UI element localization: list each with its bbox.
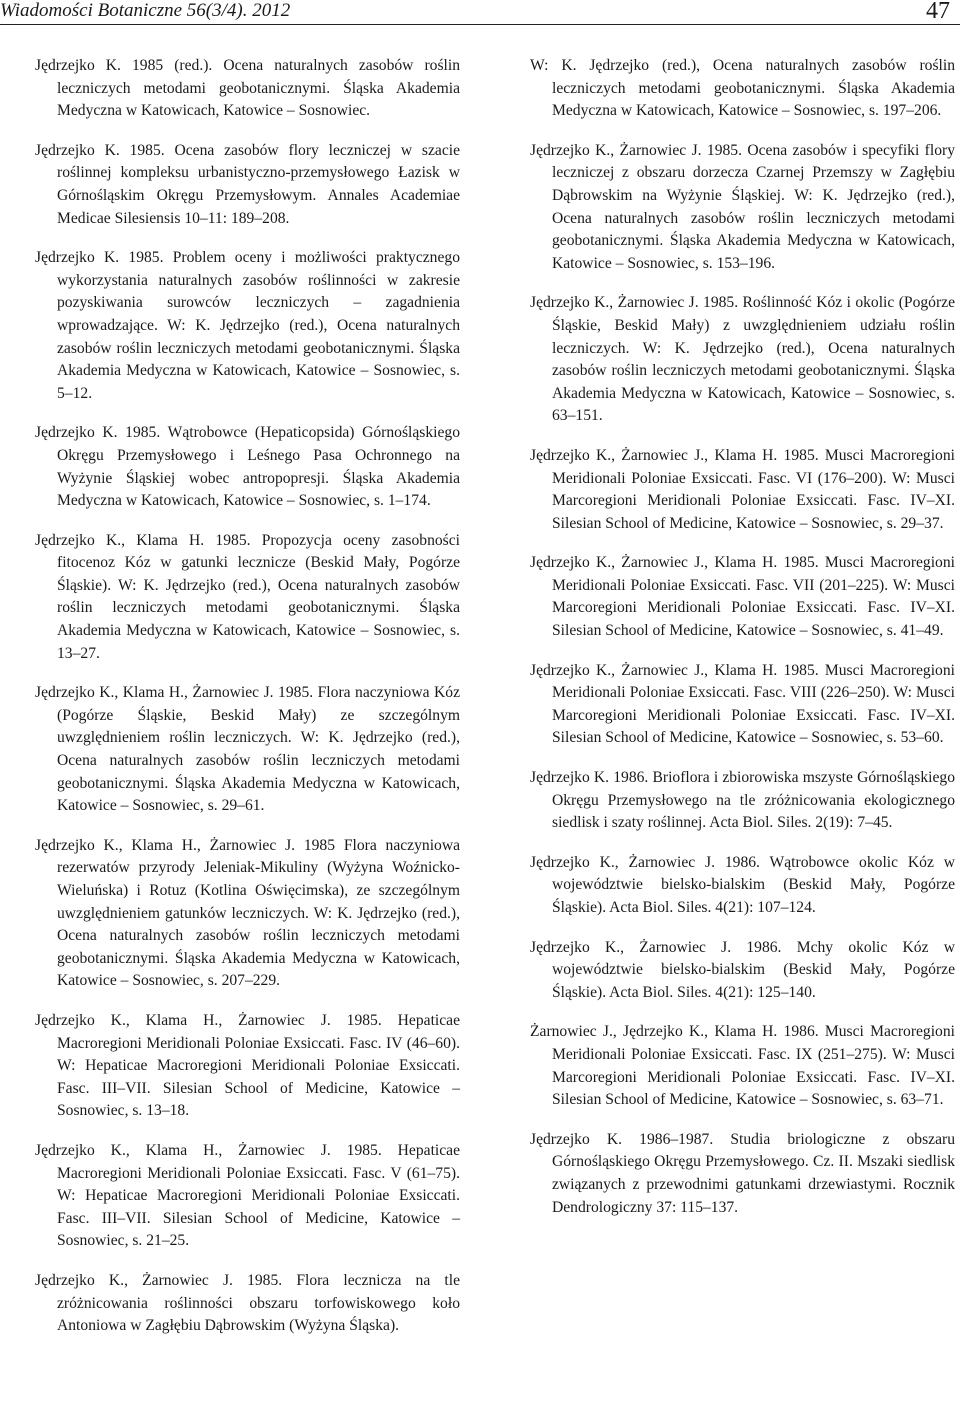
reference-entry bbox=[35, 247, 460, 405]
journal-title: Wiadomości Botaniczne 56(3/4). 2012 bbox=[0, 0, 291, 21]
reference-text: 1985 Flora naczyniowa rezerwatów przyrody Jeleniak-Mikuliny (Wyżyna Woźnicko-Wieluńska) i Rotuz (Kotlina Oświęcimska), ze szczególnym uwzględnieniem gatunków leczniczych. W: K. Jędrzejko (red.), Ocena naturalnych zasobów roślin leczniczych metodami geobotanicznymi. Śląska Akademia Medyczna w Katowicach, Katowice – Sosnowiec, s. 207–229. bbox=[57, 836, 461, 990]
reference-text: Mchy okolic Kóz w województwie bielsko-bialskim (Beskid Mały, Pogórze Śląskie). Acta Biol. Siles. 4(21): 125–140. bbox=[552, 938, 955, 1001]
left-column bbox=[35, 55, 460, 1355]
reference-entry bbox=[35, 1270, 460, 1338]
reference-authors: Jędrzejko K., Klama H., Żarnowiec J. 1985. bbox=[35, 684, 314, 702]
reference-entry bbox=[530, 55, 955, 123]
reference-authors: Jędrzejko K., Klama H. 1985. bbox=[35, 531, 251, 549]
reference-authors: Jędrzejko K. 1985. bbox=[35, 141, 165, 159]
reference-entry bbox=[35, 1140, 460, 1253]
reference-entry bbox=[530, 852, 955, 920]
reference-text: Musci Macroregioni Meridionali Poloniae Exsiccati. Fasc. VII (201–225). W: Musci Marcoregioni Meridionali Poloniae Exsiccati. Fasc. IV–XI. Silesian School of Medicine, Katowice – Sosnowiec, s. 41–49. bbox=[552, 554, 955, 640]
reference-entry bbox=[530, 1021, 955, 1111]
reference-text: Hepaticae Macroregioni Meridionali Poloniae Exsiccati. Fasc. IV (46–60). W: Hepaticae Macroregioni Meridionali Poloniae Exsiccati. Fasc. III–VII. Silesian School of Medicine, Katowice – Sosnowiec, s. 13–18. bbox=[57, 1011, 460, 1120]
reference-text: Hepaticae Macroregioni Meridionali Poloniae Exsiccati. Fasc. V (61–75). W: Hepaticae Macroregioni Meridionali Poloniae Exsiccati. Fasc. III–VII. Silesian School of Medicine, Katowice – Sosnowiec, s. 21–25. bbox=[57, 1141, 460, 1250]
reference-authors: Jędrzejko K., Żarnowiec J. 1986. bbox=[530, 938, 782, 956]
reference-entry bbox=[35, 55, 460, 123]
reference-text: Flora lecznicza na tle zróżnicowania roślinności obszaru torfowiskowego koło Antoniowa w Zagłębiu Dąbrowskim (Wyżyna Śląska). bbox=[57, 1271, 460, 1335]
reference-authors: Jędrzejko K. 1986–1987. bbox=[530, 1130, 714, 1148]
running-head bbox=[0, 0, 960, 25]
reference-text: Musci Macroregioni Meridionali Poloniae Exsiccati. Fasc. IX (251–275). W: Musci Marcoregioni Meridionali Poloniae Exsiccati. Fasc. IV–XI. Silesian School of Medicine, Katowice – Sosnowiec, s. 63–71. bbox=[552, 1023, 955, 1109]
reference-authors: Jędrzejko K., Żarnowiec J., Klama H. 1985. bbox=[530, 446, 819, 464]
reference-entry bbox=[530, 140, 955, 276]
reference-text: Studia briologiczne z obszaru Górnośląskiego Okręgu Przemysłowego. Cz. II. Mszaki siedlisk związanych z przewodnimi gatunkami drzewiastymi. Rocznik Dendrologiczny 37: 115–137. bbox=[552, 1130, 955, 1216]
page-number: 47 bbox=[926, 0, 950, 24]
reference-entry bbox=[35, 422, 460, 512]
reference-text: Ocena zasobów flory leczniczej w szacie roślinnej kompleksu urbanistyczno-przemysłowego Łazisk w Górnośląskim Okręgu Przemysłowym. Annales Academiae Medicae Silesiensis 10–11: 189–208. bbox=[57, 141, 460, 227]
reference-text: Brioflora i zbiorowiska mszyste Górnośląskiego Okręgu Przemysłowego na tle zróżnicowania ekologicznego siedlisk i szaty roślinnej. Acta Biol. Siles. 2(19): 7–45. bbox=[552, 769, 955, 832]
reference-authors: Jędrzejko K., Żarnowiec J. 1986. bbox=[530, 853, 760, 871]
reference-authors: Jędrzejko K. 1985. bbox=[35, 424, 161, 442]
reference-entry bbox=[530, 937, 955, 1005]
reference-authors: Jędrzejko K., Klama H., Żarnowiec J. 1985. bbox=[35, 1011, 382, 1029]
reference-authors: Jędrzejko K. 1985. bbox=[35, 249, 164, 267]
reference-text: Musci Macroregioni Meridionali Poloniae Exsiccati. Fasc. VI (176–200). W: Musci Marcoregioni Meridionali Poloniae Exsiccati. Fasc. IV–XI. Silesian School of Medicine, Katowice – Sosnowiec, s. 29–37. bbox=[552, 446, 955, 532]
reference-authors: Jędrzejko K., Klama H., Żarnowiec J. 1985. bbox=[35, 1141, 382, 1159]
reference-entry bbox=[530, 292, 955, 428]
reference-entry bbox=[35, 140, 460, 230]
reference-authors: Jędrzejko K., Klama H., Żarnowiec J. bbox=[35, 836, 296, 854]
reference-entry bbox=[530, 767, 955, 835]
reference-text: Roślinność Kóz i okolic (Pogórze Śląskie, Beskid Mały) z uwzględnieniem udziału roślin leczniczych. W: K. Jędrzejko (red.), Ocena naturalnych zasobów roślin leczniczych metodami geobotanicznymi. Śląska Akademia Medyczna w Katowicach, Katowice – Sosnowiec, s. 63–151. bbox=[552, 294, 955, 425]
reference-text: Musci Macroregioni Meridionali Poloniae Exsiccati. Fasc. VIII (226–250). W: Musci Marcoregioni Meridionali Poloniae Exsiccati. Fasc. IV–XI. Silesian School of Medicine, Katowice – Sosnowiec, s. 53–60. bbox=[552, 661, 955, 747]
reference-authors: Jędrzejko K., Żarnowiec J., Klama H. 1985. bbox=[530, 554, 819, 572]
reference-text: Flora naczyniowa Kóz (Pogórze Śląskie, Beskid Mały) ze szczególnym uwzględnieniem roślin leczniczych. W: K. Jędrzejko (red.), Ocena naturalnych zasobów roślin leczniczych metodami geobotanicznymi. Śląska Akademia Medyczna w Katowicach, Katowice – Sosnowiec, s. 29–61. bbox=[57, 684, 460, 815]
reference-text: Wątrobowce (Hepaticopsida) Górnośląskiego Okręgu Przemysłowego i Leśnego Pasa Ochronnego na Wyżynie Śląskiej wobec antropopresji. Śląska Akademia Medyczna w Katowicach, Katowice – Sosnowiec, s. 1–174. bbox=[57, 424, 460, 510]
reference-text: W: K. Jędrzejko (red.), Ocena naturalnych zasobów roślin leczniczych metodami geobotanicznymi. Śląska Akademia Medyczna w Katowicach, Katowice – Sosnowiec, s. 197–206. bbox=[530, 57, 955, 120]
reference-entry bbox=[35, 530, 460, 666]
reference-entry bbox=[35, 682, 460, 818]
reference-authors: Żarnowiec J., Jędrzejko K., Klama H. 1986. bbox=[530, 1023, 819, 1041]
reference-authors: Jędrzejko K., Żarnowiec J. 1985. bbox=[530, 141, 742, 159]
reference-entry bbox=[530, 445, 955, 535]
reference-text: Propozycja oceny zasobności fitocenoz Kóz w gatunki lecznicze (Beskid Mały, Pogórze Śląskie). W: K. Jędrzejko (red.), Ocena naturalnych zasobów roślin leczniczych metodami geobotanicznymi. Śląska Akademia Medyczna w Katowicach, Katowice – Sosnowiec, s. 13–27. bbox=[57, 531, 460, 662]
reference-text: Problem oceny i możliwości praktycznego wykorzystania naturalnych zasobów roślinności w zakresie pozyskiwania surowców leczniczych – zagadnienia wprowadzające. W: K. Jędrzejko (red.), Ocena naturalnych zasobów roślin leczniczych metodami geobotanicznymi. Śląska Akademia Medyczna w Katowicach, Katowice – Sosnowiec, s. 5–12. bbox=[57, 249, 460, 402]
reference-authors: Jędrzejko K., Żarnowiec J., Klama H. 1985. bbox=[530, 661, 819, 679]
reference-entry bbox=[530, 552, 955, 642]
right-column bbox=[530, 55, 955, 1236]
reference-authors: Jędrzejko K. 1986. bbox=[530, 769, 649, 787]
reference-text: Wątrobowce okolic Kóz w województwie bielsko-bialskim (Beskid Mały, Pogórze Śląskie). Acta Biol. Siles. 4(21): 107–124. bbox=[552, 853, 955, 916]
reference-text: Ocena naturalnych zasobów roślin leczniczych metodami geobotanicznymi. Śląska Akademia Medyczna w Katowicach, Katowice – Sosnowiec. bbox=[57, 57, 461, 120]
reference-entry bbox=[530, 660, 955, 750]
reference-entry bbox=[35, 835, 460, 993]
reference-entry bbox=[530, 1129, 955, 1219]
reference-authors: Jędrzejko K. 1985 (red.). bbox=[35, 57, 213, 74]
reference-entry bbox=[35, 1010, 460, 1123]
reference-text: Ocena zasobów i specyfiki flory leczniczej z obszaru dorzecza Czarnej Przemszy w Zagłębiu Dąbrowskim na Wyżynie Śląskiej. W: K. Jędrzejko (red.), Ocena naturalnych zasobów roślin leczniczych metodami geobotanicznymi. Śląska Akademia Medyczna w Katowicach, Katowice – Sosnowiec, s. 153–196. bbox=[552, 141, 955, 272]
reference-authors: Jędrzejko K., Żarnowiec J. 1985. bbox=[530, 294, 739, 312]
reference-authors: Jędrzejko K., Żarnowiec J. 1985. bbox=[35, 1271, 283, 1289]
